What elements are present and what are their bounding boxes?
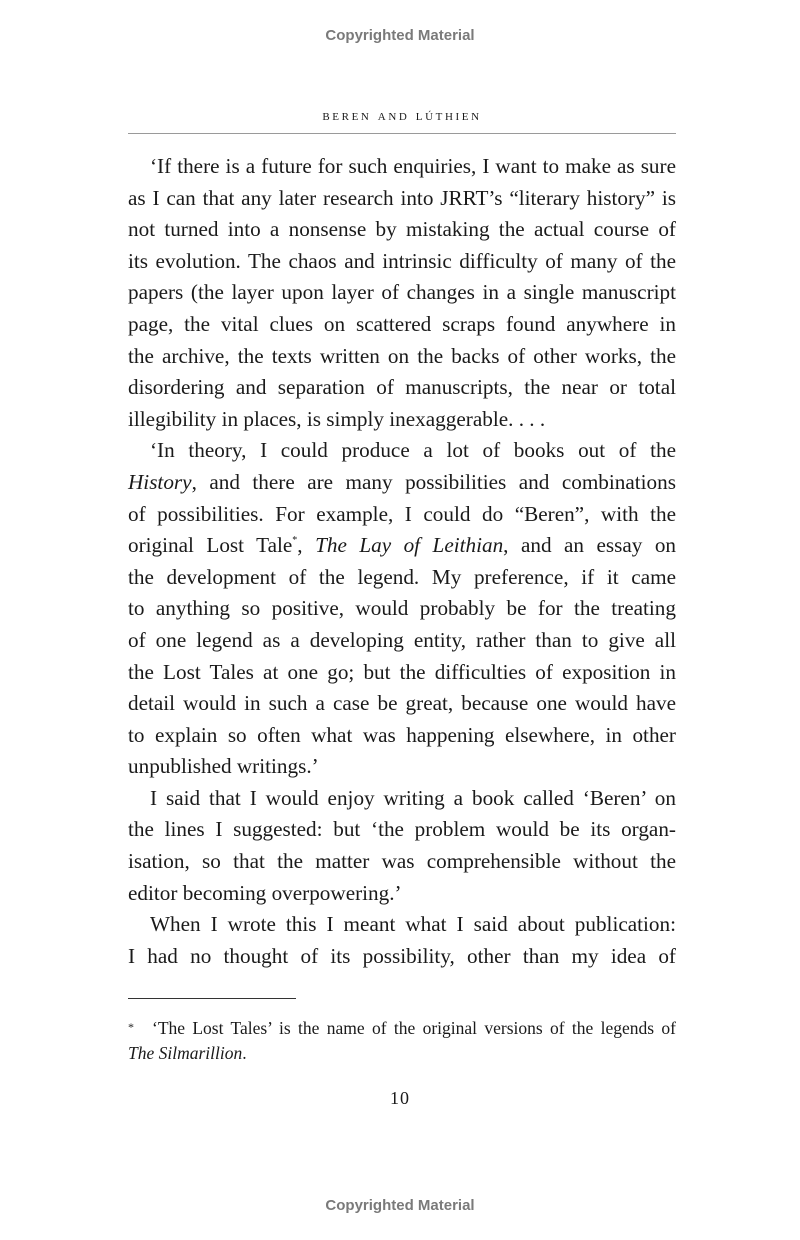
footnote-line: The Silmarillion. bbox=[128, 1043, 247, 1063]
copyright-watermark-top: Copyrighted Material bbox=[325, 27, 475, 44]
text-line: to explain so often what was happening elsewhere, in other bbox=[128, 722, 676, 747]
text-line: illegibility in places, is simply inexaggerable. . . . bbox=[128, 406, 546, 431]
text-line: detail would in such a case be great, because one would have bbox=[128, 691, 676, 716]
text-line: papers (the layer upon layer of changes in a single manuscript bbox=[128, 280, 676, 305]
text-line: to anything so positive, would probably be for the treating bbox=[128, 596, 676, 621]
text-line: I said that I would enjoy writing a book called ‘Beren’ on bbox=[150, 785, 676, 810]
italic-title: The Silmarillion bbox=[128, 1043, 243, 1063]
text-line: ‘In theory, I could produce a lot of books out of the bbox=[150, 438, 676, 463]
footnote-marker: * bbox=[128, 1020, 134, 1034]
text-line: not turned into a nonsense by mistaking the actual course of bbox=[128, 217, 676, 242]
italic-title: The Lay of Leithian bbox=[315, 533, 504, 558]
text-line: History, and there are many possibilities and combinations bbox=[128, 469, 676, 494]
text-line: editor becoming overpowering.’ bbox=[128, 880, 402, 905]
text-line: the development of the legend. My preference, if it came bbox=[128, 564, 676, 589]
text-line: of possibilities. For example, I could do “Beren”, with the bbox=[128, 501, 676, 526]
running-head: beren and lúthien bbox=[322, 108, 482, 124]
footnote-reference[interactable]: * bbox=[292, 535, 298, 547]
footnote bbox=[128, 1014, 676, 1066]
text-line: unpublished writings.’ bbox=[128, 754, 319, 779]
text-line: When I wrote this I meant what I said about publication: bbox=[150, 912, 676, 937]
text-line: disordering and separation of manuscripts, the near or total bbox=[128, 375, 676, 400]
text-line: as I can that any later research into JRRT’s “literary history” is bbox=[128, 185, 676, 210]
text-line: of one legend as a developing entity, rather than to give all bbox=[128, 627, 676, 652]
page-number: 10 bbox=[390, 1088, 410, 1108]
text-line: the lines I suggested: but ‘the problem would be its organ- bbox=[128, 817, 676, 842]
text-line: the Lost Tales at one go; but the difficulties of exposition in bbox=[128, 659, 676, 684]
text-line: original Lost Tale*, The Lay of Leithian, and an essay on bbox=[128, 533, 677, 558]
text-line: ‘If there is a future for such enquiries, I want to make as sure bbox=[150, 154, 676, 178]
body-text bbox=[128, 151, 676, 972]
header-rule bbox=[128, 133, 676, 134]
text-line: the archive, the texts written on the backs of other works, the bbox=[128, 343, 676, 368]
text-line: page, the vital clues on scattered scraps found anywhere in bbox=[128, 311, 676, 336]
italic-title: History bbox=[128, 469, 192, 494]
copyright-watermark-bottom: Copyrighted Material bbox=[325, 1197, 475, 1214]
text-line: its evolution. The chaos and intrinsic difficulty of many of the bbox=[128, 248, 676, 273]
text-line: I had no thought of its possibility, other than my idea of bbox=[128, 943, 676, 968]
text-line: isation, so that the matter was comprehensible without the bbox=[128, 849, 676, 874]
footnote-line: * ‘The Lost Tales’ is the name of the original versions of the legends of bbox=[128, 1014, 676, 1040]
footnote-rule bbox=[128, 998, 296, 999]
